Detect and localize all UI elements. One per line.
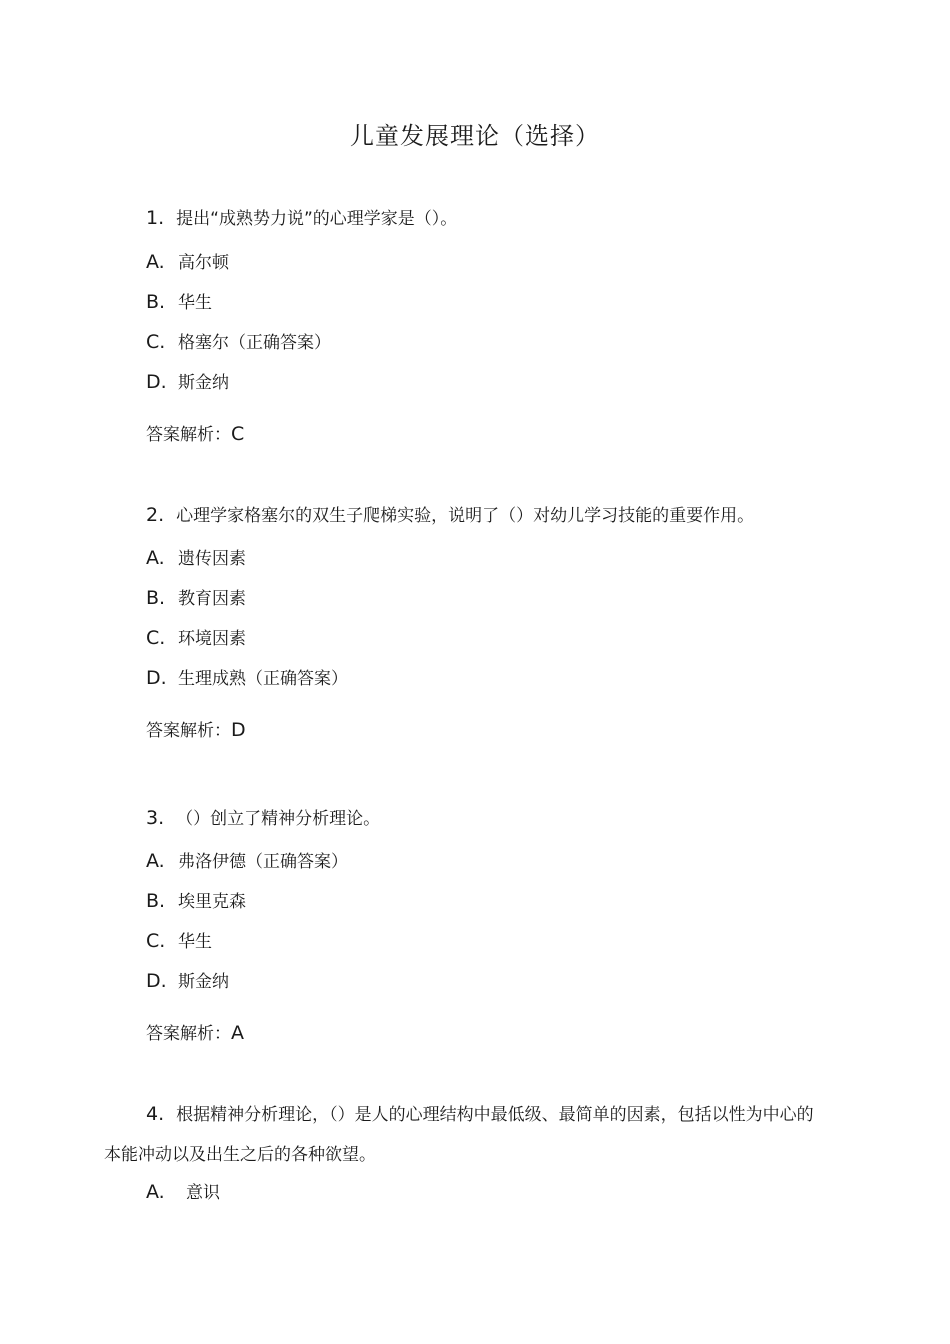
answer-value: A [231,1022,244,1044]
question-2-option-b [146,586,246,611]
question-number: 1. [146,207,165,229]
question-3-stem [146,806,380,831]
option-text: 埃里克森 [178,892,246,912]
option-text: 教育因素 [178,589,246,609]
question-2-option-c [146,626,246,651]
option-text: 斯金纳 [178,373,229,393]
answer-label: 答案解析： [146,721,231,741]
document-title: 儿童发展理论（选择） [350,122,600,150]
option-letter: B. [146,291,166,313]
option-text: 高尔顿 [178,253,229,273]
answer-label: 答案解析： [146,1024,231,1044]
option-letter: A. [146,1181,165,1203]
question-number: 3. [146,807,165,829]
answer-label: 答案解析： [146,425,231,445]
option-text: 格塞尔（正确答案） [178,333,331,353]
option-letter: B. [146,890,166,912]
question-4-stem [104,1094,828,1175]
answer-value: D [231,719,246,741]
question-3-option-d [146,969,229,994]
question-2-option-a [146,546,246,571]
question-2-option-d [146,666,348,691]
option-letter: D. [146,371,167,393]
question-4-option-a [146,1180,220,1205]
option-text: 意识 [186,1183,220,1203]
option-letter: C. [146,331,166,353]
option-text: 华生 [178,293,212,313]
option-text: 弗洛伊德（正确答案） [178,852,348,872]
option-letter: A. [146,850,165,872]
question-3-option-b [146,889,246,914]
option-letter: D. [146,970,167,992]
question-text: 提出“成熟势力说”的心理学家是（）。 [176,209,458,229]
question-1-option-d [146,370,229,395]
question-text: 根据精神分析理论，（）是人的心理结构中最低级、最简单的因素，包括以性为中心的本能冲动以及出生之后的各种欲望。 [104,1105,814,1165]
question-3-option-a [146,849,348,874]
question-1-stem [146,206,457,231]
option-letter: A. [146,547,165,569]
option-letter: B. [146,587,166,609]
question-1-option-c [146,330,331,355]
option-letter: C. [146,930,166,952]
question-1-option-b [146,290,212,315]
option-letter: A. [146,251,165,273]
question-number: 4. [146,1103,165,1125]
question-3-option-c [146,929,212,954]
option-text: 环境因素 [178,629,246,649]
question-1-answer [146,422,244,447]
question-2-answer [146,718,246,743]
question-2-stem [146,503,754,528]
option-text: 生理成熟（正确答案） [178,669,348,689]
option-text: 遗传因素 [178,549,246,569]
option-letter: C. [146,627,166,649]
option-text: 华生 [178,932,212,952]
question-text: （）创立了精神分析理论。 [176,809,381,829]
question-3-answer [146,1021,244,1046]
question-1-option-a [146,250,229,275]
option-letter: D. [146,667,167,689]
option-text: 斯金纳 [178,972,229,992]
answer-value: C [231,423,245,445]
question-text: 心理学家格塞尔的双生子爬梯实验，说明了（）对幼儿学习技能的重要作用。 [176,506,755,526]
question-number: 2. [146,504,165,526]
